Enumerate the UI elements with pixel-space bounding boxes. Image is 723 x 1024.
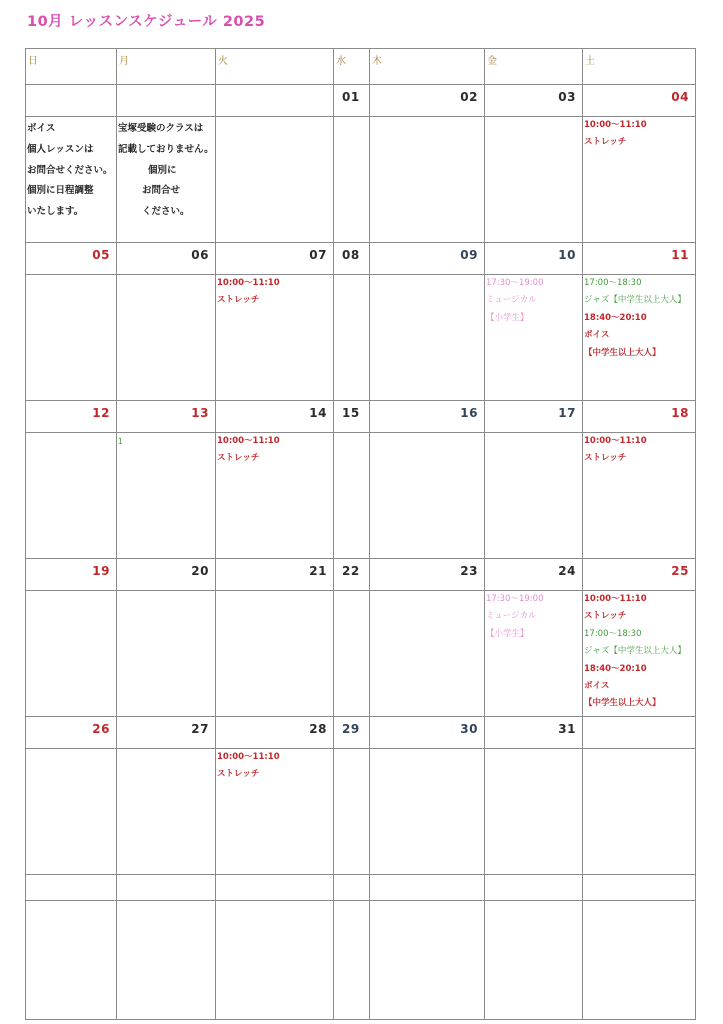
empty-cell: [485, 875, 583, 901]
date-cell: 23: [370, 559, 485, 591]
event-time: 10:00～11:10: [217, 278, 280, 288]
empty-cell: [26, 875, 117, 901]
date-cell: 31: [485, 717, 583, 749]
weekday-sat: 土: [583, 49, 696, 85]
date-cell: 14: [216, 401, 334, 433]
day-cell: [26, 433, 117, 559]
date-cell: 18: [583, 401, 696, 433]
event-time: 17:00～18:30: [584, 278, 642, 288]
event-time: 17:00～18:30: [584, 628, 642, 639]
date-cell: 05: [26, 243, 117, 275]
day-cell: [26, 749, 117, 875]
day-cell: [485, 433, 583, 559]
week-5-events: [26, 749, 696, 875]
day-cell: [117, 275, 216, 401]
event-name: ストレッチ: [584, 611, 627, 622]
week-4-events: [26, 591, 696, 717]
date-cell: 06: [117, 243, 216, 275]
date-cell: 11: [583, 243, 696, 275]
empty-cell: [26, 901, 117, 1020]
date-cell: 29: [334, 717, 370, 749]
day-cell: [583, 749, 696, 875]
weekday-thu: 木: [370, 49, 485, 85]
date-cell: 12: [26, 401, 117, 433]
event-name: ストレッチ: [217, 453, 260, 464]
event-time: 18:40～20:10: [584, 312, 647, 323]
week-3-dates: [26, 401, 696, 433]
event-target: 【中学生以上大人】: [584, 347, 661, 358]
day-cell: [26, 117, 117, 243]
day-cell: [583, 591, 696, 717]
date-cell: 24: [485, 559, 583, 591]
date-cell: 01: [334, 85, 370, 117]
empty-cell: [334, 901, 370, 1020]
event-time: 10:00～11:10: [217, 436, 280, 446]
week-5-dates: [26, 717, 696, 749]
day-cell: [583, 117, 696, 243]
event-target: 【中学生以上大人】: [584, 698, 661, 709]
event-time: 17:30～19:00: [486, 594, 544, 604]
date-cell: 09: [370, 243, 485, 275]
day-cell: [370, 749, 485, 875]
empty-cell: [370, 901, 485, 1020]
day-cell: [485, 749, 583, 875]
date-cell: 16: [370, 401, 485, 433]
event-name: ストレッチ: [584, 453, 627, 464]
page-title: 10月 レッスンスケジュール 2025: [27, 14, 266, 30]
event-name: ジャズ【中学生以上大人】: [584, 646, 686, 657]
day-cell: [334, 433, 370, 559]
week-1-events: [26, 117, 696, 243]
weekday-sun: 日: [26, 49, 117, 85]
week-3-events: [26, 433, 696, 559]
weekday-mon: 月: [117, 49, 216, 85]
day-cell: [117, 117, 216, 243]
date-cell: 30: [370, 717, 485, 749]
day-cell: [334, 591, 370, 717]
day-cell: [370, 591, 485, 717]
week-2-events: [26, 275, 696, 401]
empty-cell: [216, 901, 334, 1020]
day-cell: [117, 433, 216, 559]
event-time: 10:00～11:10: [584, 120, 647, 130]
event-name: ストレッチ: [217, 769, 260, 780]
event-time: 18:40～20:10: [584, 663, 647, 674]
day-cell: [485, 591, 583, 717]
day-cell: [26, 275, 117, 401]
day-cell: [216, 591, 334, 717]
date-cell: 04: [583, 85, 696, 117]
date-cell: 15: [334, 401, 370, 433]
weekday-tue: 火: [216, 49, 334, 85]
date-cell: 08: [334, 243, 370, 275]
event-target: 【小学生】: [486, 628, 529, 639]
date-cell: 21: [216, 559, 334, 591]
event-time: 10:00～11:10: [217, 752, 280, 762]
date-cell: 22: [334, 559, 370, 591]
day-cell: [334, 749, 370, 875]
event-name: ジャズ【中学生以上大人】: [584, 295, 686, 306]
date-cell: 07: [216, 243, 334, 275]
date-cell: 19: [26, 559, 117, 591]
voice-private-note: ボイス 個人レッスンは お問合せください。 個別に日程調整 いたします。: [27, 123, 113, 218]
empty-cell: [117, 875, 216, 901]
event-time: 17:30～19:00: [486, 278, 544, 288]
date-cell: 17: [485, 401, 583, 433]
day-cell: [117, 591, 216, 717]
event-time: 10:00～11:10: [584, 436, 647, 446]
weekday-wed: 水: [334, 49, 370, 85]
day-cell: [370, 117, 485, 243]
empty-cell: [485, 901, 583, 1020]
day-cell: [485, 117, 583, 243]
date-cell: [26, 85, 117, 117]
day-cell: [583, 275, 696, 401]
takarazuka-note: 宝塚受験のクラスは 記載しておりません。 個別に お問合せ ください。: [118, 123, 214, 218]
empty-row: [26, 875, 696, 901]
date-cell: 26: [26, 717, 117, 749]
day-cell: [216, 749, 334, 875]
event-target: 【小学生】: [486, 312, 529, 323]
day-cell: [370, 275, 485, 401]
date-cell: [117, 85, 216, 117]
day-cell: [216, 117, 334, 243]
date-cell: 02: [370, 85, 485, 117]
empty-cell: [216, 875, 334, 901]
day-cell: [117, 749, 216, 875]
date-cell: 13: [117, 401, 216, 433]
empty-cell: [334, 875, 370, 901]
day-cell: [370, 433, 485, 559]
week-1-dates: [26, 85, 696, 117]
date-cell: 10: [485, 243, 583, 275]
event-name: ストレッチ: [217, 295, 260, 306]
event-time: 10:00～11:10: [584, 594, 647, 604]
date-cell: 25: [583, 559, 696, 591]
event-mark: 1: [118, 437, 123, 446]
day-cell: [334, 275, 370, 401]
empty-cell: [117, 901, 216, 1020]
event-name: ストレッチ: [584, 137, 627, 148]
event-name: ミュージカル: [486, 611, 537, 622]
date-cell: 28: [216, 717, 334, 749]
day-cell: [485, 275, 583, 401]
date-cell: 20: [117, 559, 216, 591]
event-name: ボイス: [584, 330, 610, 341]
day-cell: [583, 433, 696, 559]
date-cell: [216, 85, 334, 117]
day-cell: [334, 117, 370, 243]
weekday-fri: 金: [485, 49, 583, 85]
week-2-dates: [26, 243, 696, 275]
empty-cell: [370, 875, 485, 901]
weekday-header-row: [26, 49, 696, 85]
date-cell: 03: [485, 85, 583, 117]
calendar-grid: [25, 48, 696, 1020]
event-name: ボイス: [584, 681, 610, 692]
day-cell: [216, 433, 334, 559]
week-4-dates: [26, 559, 696, 591]
empty-row: [26, 901, 696, 1020]
date-cell: [583, 717, 696, 749]
date-cell: 27: [117, 717, 216, 749]
empty-cell: [583, 901, 696, 1020]
day-cell: [26, 591, 117, 717]
empty-cell: [583, 875, 696, 901]
event-name: ミュージカル: [486, 295, 537, 306]
day-cell: [216, 275, 334, 401]
